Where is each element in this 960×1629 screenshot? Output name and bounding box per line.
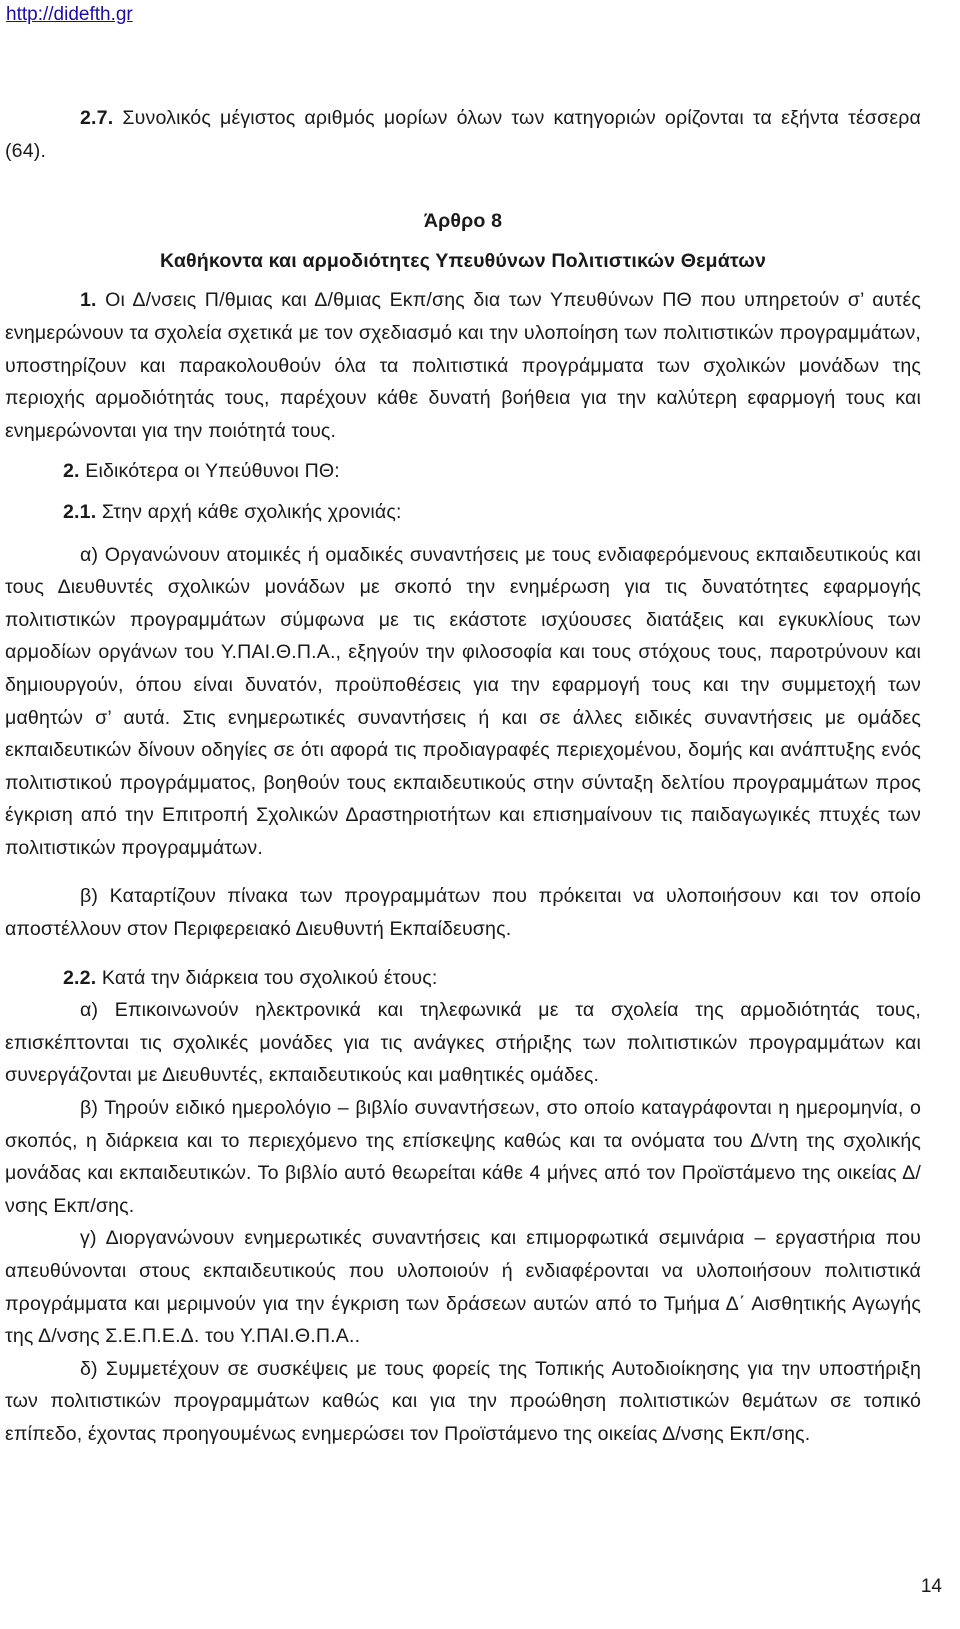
section-number: 2. (63, 460, 80, 483)
paragraph-2-2-d: δ) Συμμετέχουν σε συσκέψεις με τους φορείς της Τοπικής Αυτοδιοίκησης για την υποστήριξη των πολιτιστικών προγραμμάτων καθώς και για την προώθηση πολιτιστικών θεμάτων σε τοπικό επίπεδο, έχοντας προηγουμένως ενημερώσει τον Προϊστάμενο της οικείας Δ/νσης Εκπ/σης. (5, 1357, 921, 1445)
section-number: 1. (80, 289, 97, 312)
paragraph-text: Συνολικός μέγιστος αριθμός μορίων όλων των κατηγοριών ορίζονται τα εξήντα τέσσερα (64). (5, 107, 921, 162)
document-body (5, 102, 921, 1451)
paragraph-text: Οι Δ/νσεις Π/θμιας και Δ/θμιας Εκπ/σης δια των Υπευθύνων ΠΘ που υπηρετούν σ’ αυτές ενημερώνουν τα σχολεία σχετικά με τον σχεδιασμό και την υλοποίηση των πολιτιστικών προγραμμάτων, υποστηρίζουν και παρακολουθούν όλα τα πολιτιστικά προγράμματα των σχολικών μονάδων της περιοχής αρμοδιότητάς τους, παρέχουν κάθε δυνατή βοήθεια για την καλύτερη εφαρμογή τους και ενημερώνονται για την ποιότητά τους. (5, 289, 921, 442)
paragraph-2 (63, 455, 921, 488)
paragraph-1 (5, 284, 921, 447)
page-number: 14 (920, 1576, 942, 1597)
paragraph-2-7 (5, 102, 921, 167)
paragraph-2-1-b: β) Καταρτίζουν πίνακα των προγραμμάτων που πρόκειται να υλοποιήσουν και τον οποίο αποστέλλουν στον Περιφερειακό Διευθυντή Εκπαίδευσης. (5, 885, 921, 941)
paragraph-2-2-a: α) Επικοινωνούν ηλεκτρονικά και τηλεφωνικά με τα σχολεία της αρμοδιότητάς τους, επισκέπτονται τις σχολικές μονάδες για τις ανάγκες στήριξης των πολιτιστικών προγραμμάτων και συνεργάζονται με Διευθυντές, εκπαιδευτικούς και μαθητικές ομάδες. (5, 999, 921, 1087)
paragraph-text: Στην αρχή κάθε σχολικής χρονιάς: (96, 500, 402, 523)
header-link[interactable]: http://didefth.gr (6, 4, 133, 25)
section-number: 2.7. (80, 107, 114, 129)
paragraph-2-2 (63, 962, 921, 995)
article-title: Άρθρο 8 (423, 210, 503, 233)
paragraph-text: Ειδικότερα οι Υπεύθυνοι ΠΘ: (79, 460, 340, 483)
article-subtitle: Καθήκοντα και αρμοδιότητες Υπευθύνων Πολιτιστικών Θεμάτων (160, 249, 766, 272)
paragraph-2-2-c: γ) Διοργανώνουν ενημερωτικές συναντήσεις και επιμορφωτικά σεμινάρια – εργαστήρια που απευθύνονται στους εκπαιδευτικούς που υλοποιούν ή ενδιαφέρονται να υλοποιήσουν πολιτιστικά προγράμματα και μεριμνούν για την έγκριση των δράσεων αυτών από το Τμήμα Δ΄ Αισθητικής Αγωγής της Δ/νσης Σ.Ε.Π.Ε.Δ. του Υ.ΠΑΙ.Θ.Π.Α.. (5, 1227, 921, 1348)
paragraph-2-1 (63, 496, 921, 529)
paragraph-2-1-a: α) Οργανώνουν ατομικές ή ομαδικές συναντήσεις με τους ενδιαφερόμενους εκπαιδευτικούς και τους Διευθυντές σχολικών μονάδων με σκοπό την ενημέρωση για τις δυνατότητες εφαρμογής πολιτιστικών προγραμμάτων σύμφωνα με τις εκάστοτε ισχύουσες διατάξεις και εγκυκλίους των αρμοδίων οργάνων του Υ.ΠΑΙ.Θ.Π.Α., εξηγούν την φιλοσοφία και τους στόχους τους, παροτρύνουν και δημιουργούν, όπου είναι δυνατόν, προϋποθέσεις για την εφαρμογή τους και την συμμετοχή των μαθητών σ’ αυτά. Στις ενημερωτικές συναντήσεις ή και σε άλλες ειδικές συναντήσεις με ομάδες εκπαιδευτικών δίνουν οδηγίες σε ότι αφορά τις προδιαγραφές περιεχομένου, δομής και ανάπτυξης ενός πολιτιστικού προγράμματος, βοηθούν τους εκπαιδευτικούς στην σύνταξη δελτίου προγραμμάτων προς έγκριση από την Επιτροπή Σχολικών Δραστηριοτήτων και επισημαίνουν τις παιδαγωγικές πτυχές των πολιτιστικών προγραμμάτων. (5, 543, 921, 859)
paragraph-text: Κατά την διάρκεια του σχολικού έτους: (96, 966, 438, 989)
section-number: 2.1. (63, 500, 97, 523)
paragraph-2-2-b: β) Τηρούν ειδικό ημερολόγιο – βιβλίο συναντήσεων, στο οποίο καταγράφονται η ημερομηνία, ο σκοπός, η διάρκεια και το περιεχόμενο της επίσκεψης καθώς και τα ονόματα του Δ/ντη της σχολικής μονάδας και εκπαιδευτικών. Το βιβλίο αυτό θεωρείται κάθε 4 μήνες από τον Προϊστάμενο της οικείας Δ/νσης Εκπ/σης. (5, 1097, 921, 1217)
section-number: 2.2. (63, 966, 97, 989)
